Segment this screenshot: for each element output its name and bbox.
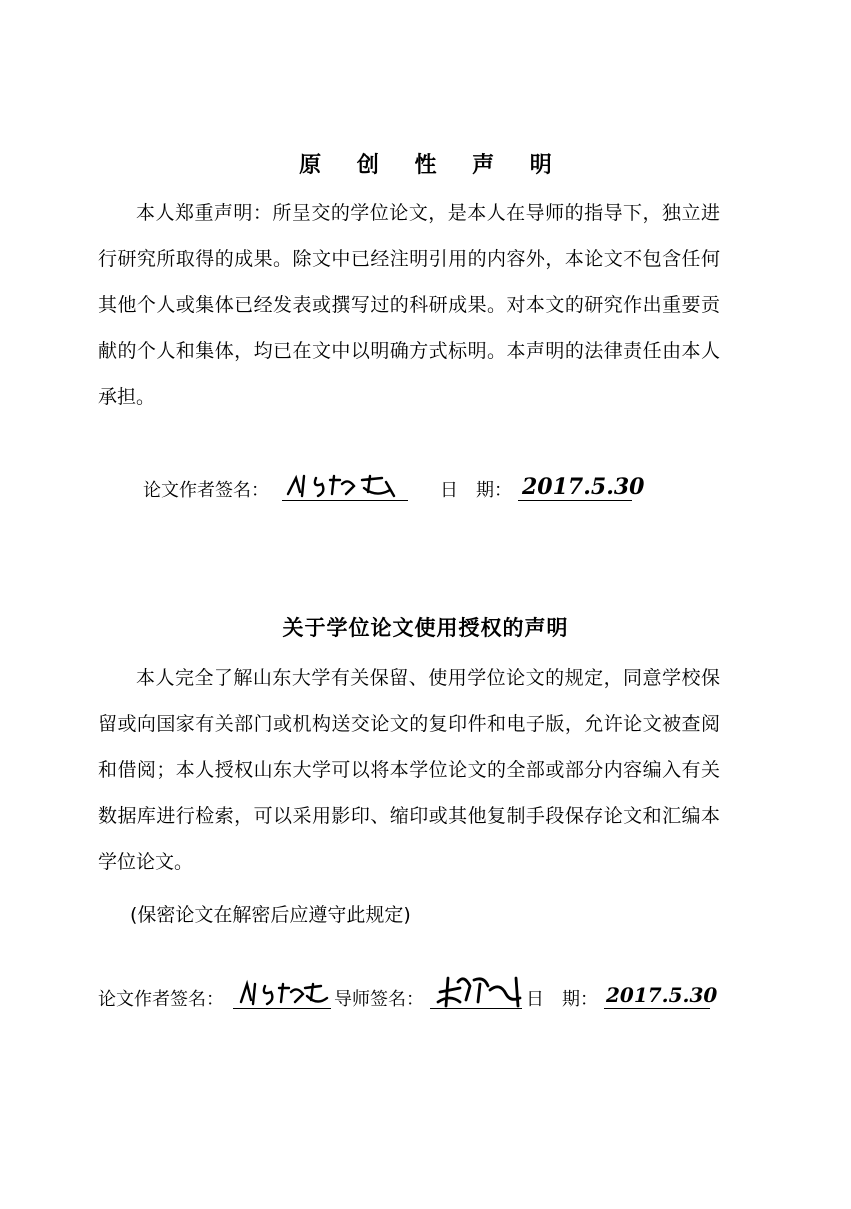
authorization-date-field bbox=[604, 978, 718, 1009]
date-label: 日 期： bbox=[526, 989, 598, 1010]
handwritten-signature-icon bbox=[282, 470, 408, 502]
authorization-author-row bbox=[98, 985, 224, 1011]
author-signature-label: 论文作者签名： bbox=[98, 989, 224, 1010]
authorization-date-value: 2017.5.30 bbox=[606, 983, 718, 1007]
originality-declaration-body: 本人郑重声明：所呈交的学位论文，是本人在导师的指导下，独立进行研究所取得的成果。除文中已经注明引用的内容外，本论文不包含任何其他个人或集体已经发表或撰写过的科研成果。对本文的研究作出重要贡献的个人和集体，均已在文中以明确方式标明。本声明的法律责任由本人承担。 bbox=[98, 202, 720, 408]
advisor-signature-row bbox=[334, 985, 424, 1011]
date-label: 日 期： bbox=[440, 480, 512, 501]
handwritten-date-icon bbox=[604, 978, 718, 1010]
declaration-signature-row bbox=[143, 476, 269, 502]
advisor-signature bbox=[430, 972, 522, 1009]
handwritten-date-icon bbox=[518, 470, 645, 502]
confidential-note: (保密论文在解密后应遵守此规定) bbox=[130, 904, 411, 926]
advisor-signature-label: 导师签名： bbox=[334, 989, 424, 1010]
originality-declaration-title: 原 创 性 声 明 bbox=[299, 153, 566, 178]
handwritten-signature-icon bbox=[430, 972, 522, 1010]
declaration-date-row bbox=[440, 476, 512, 502]
authorization-declaration-body: 本人完全了解山东大学有关保留、使用学位论文的规定，同意学校保留或向国家有关部门或机构送交论文的复印件和电子版，允许论文被查阅和借阅；本人授权山东大学可以将本学位论文的全部或部分内容编入有关数据库进行检索，可以采用影印、缩印或其他复制手段保存论文和汇编本学位论文。 bbox=[98, 667, 720, 873]
authorization-declaration-title: 关于学位论文使用授权的声明 bbox=[282, 616, 569, 640]
authorization-date-row bbox=[526, 985, 598, 1011]
handwritten-signature-icon bbox=[233, 978, 331, 1010]
author-signature-2 bbox=[233, 978, 331, 1009]
author-signature-label: 论文作者签名： bbox=[143, 480, 269, 501]
author-signature bbox=[282, 470, 408, 501]
declaration-date-field bbox=[518, 470, 645, 501]
declaration-date-value: 2017.5.30 bbox=[522, 474, 645, 500]
